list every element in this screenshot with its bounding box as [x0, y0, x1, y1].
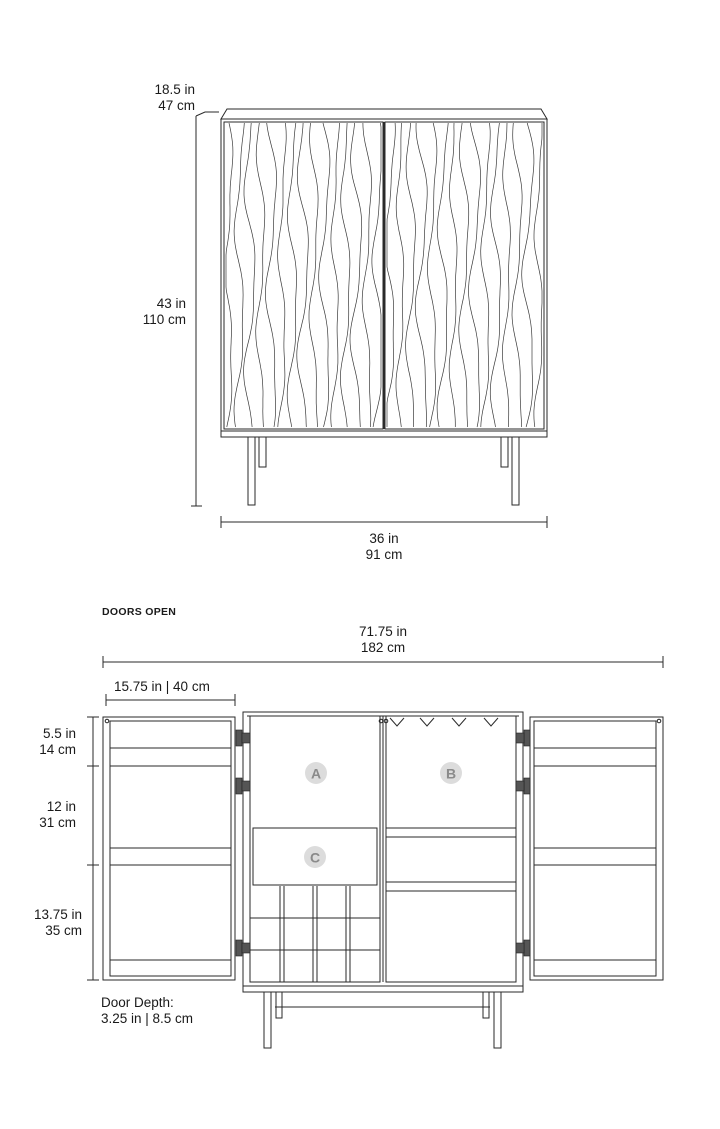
- height-cm: 110 cm: [142, 312, 186, 327]
- section-bottom-in: 13.75 in: [33, 907, 82, 922]
- compartment-b-marker: [440, 762, 462, 784]
- door-wave-line: [459, 123, 469, 427]
- door-wave-line: [406, 123, 416, 427]
- door-wave-line: [449, 123, 457, 427]
- door-wave-line: [396, 123, 404, 427]
- door-wave-line: [415, 123, 427, 427]
- svg-text:B: B: [445, 765, 457, 782]
- door-depth-title: Door Depth:: [101, 995, 174, 1010]
- door-wave-line: [226, 123, 233, 427]
- section-top-label: [10, 726, 76, 758]
- door-wave-line: [512, 123, 522, 427]
- depth-cm: 47 cm: [158, 98, 195, 113]
- door-wave-line: [234, 123, 244, 427]
- width-in: 36 in: [369, 531, 399, 546]
- door-depth-label: [101, 995, 193, 1027]
- height-in: 43 in: [156, 296, 186, 311]
- door-wave-line: [319, 123, 330, 427]
- door-wave-line: [256, 123, 265, 427]
- door-wave-line: [522, 123, 534, 427]
- door-wave-line: [502, 123, 510, 427]
- door-wave-line: [428, 123, 437, 427]
- door-width-label: 15.75 in | 40 cm: [114, 679, 210, 694]
- door-wave-line: [297, 123, 309, 427]
- doors-open-header: DOORS OPEN: [102, 606, 177, 618]
- width-label: [334, 531, 434, 563]
- door-wave-line: [350, 123, 362, 427]
- total-width-cm: 182 cm: [360, 640, 406, 655]
- compartment-a-marker: [305, 762, 327, 784]
- compartment-c-marker: [304, 846, 326, 868]
- depth-label: [110, 82, 195, 114]
- section-top-in: 5.5 in: [42, 726, 76, 741]
- door-wave-line: [387, 123, 395, 427]
- door-wave-line: [481, 123, 491, 427]
- door-wave-line: [309, 123, 318, 427]
- section-middle-cm: 31 cm: [39, 815, 76, 830]
- door-wave-line: [340, 123, 350, 427]
- door-wave-line: [244, 123, 255, 427]
- svg-text:A: A: [310, 765, 322, 782]
- height-label: [100, 296, 186, 328]
- section-middle-in: 12 in: [46, 799, 76, 814]
- door-wave-line: [437, 123, 448, 427]
- width-cm: 91 cm: [365, 547, 403, 562]
- door-wave-line: [490, 123, 500, 427]
- section-bottom-cm: 35 cm: [45, 923, 82, 938]
- section-middle-label: [10, 799, 76, 831]
- total-width-in: 71.75 in: [358, 624, 408, 639]
- door-wave-line: [362, 123, 371, 427]
- door-wave-line: [278, 123, 287, 427]
- door-wave-line: [287, 123, 296, 427]
- door-depth-value: 3.25 in | 8.5 cm: [101, 1011, 194, 1026]
- section-bottom-label: [4, 907, 82, 939]
- door-wave-line: [534, 123, 542, 427]
- door-wave-line: [265, 123, 276, 427]
- svg-text:C: C: [309, 849, 321, 866]
- total-width-label: [333, 624, 433, 656]
- door-wave-line: [469, 123, 481, 427]
- door-wave-line: [331, 123, 340, 427]
- section-top-cm: 14 cm: [39, 742, 76, 757]
- door-wave-line: [372, 123, 381, 427]
- depth-in: 18.5 in: [154, 82, 195, 97]
